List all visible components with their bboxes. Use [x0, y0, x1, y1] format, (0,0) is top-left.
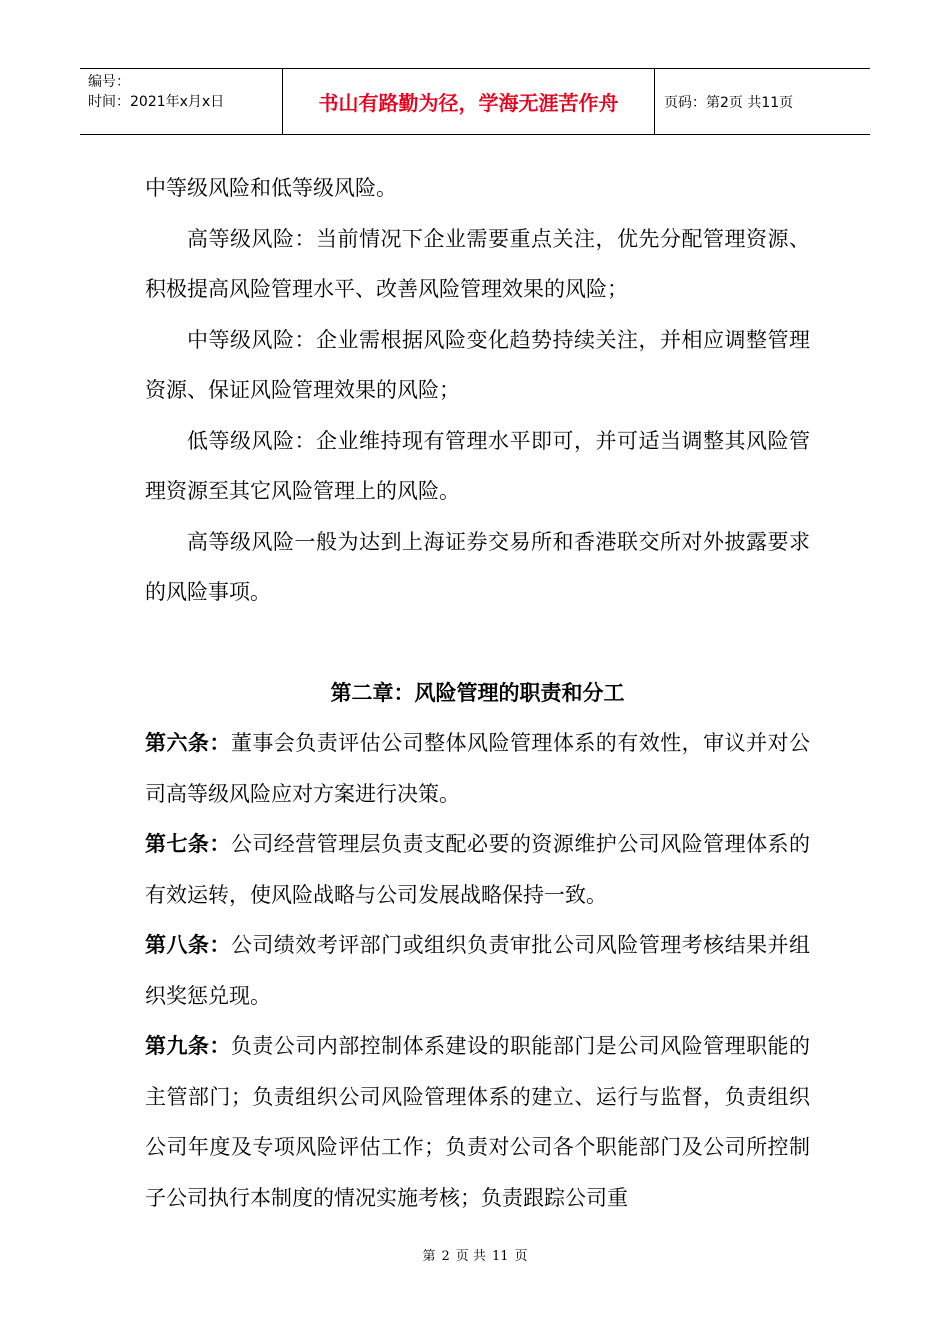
header-page-info: 页码：第2页 共11页: [664, 94, 794, 111]
footer-suffix: 页: [514, 1249, 528, 1264]
article-label: 第九条：: [145, 1034, 231, 1058]
chapter-title: 第二章：风险管理的职责和分工: [330, 680, 625, 705]
document-body: [145, 163, 810, 1223]
header-meta: [80, 69, 283, 134]
article-label: 第六条：: [145, 731, 231, 755]
page-header: [80, 68, 870, 135]
header-motto: 书山有路勤为径，学海无涯苦作舟: [283, 69, 655, 134]
paragraph: 中等级风险：企业需根据风险变化趋势持续关注，并相应调整管理资源、保证风险管理效果的风险；: [145, 327, 810, 402]
document-date: 时间：2021年x月x日: [88, 94, 225, 110]
article: [145, 718, 810, 819]
article: [145, 1021, 810, 1223]
article-text: 负责公司内部控制体系建设的职能部门是公司风险管理职能的主管部门；负责组织公司风险管理体系的建立、运行与监督，负责组织公司年度及专项风险评估工作；负责对公司各个职能部门及公司所控制子公司执行本制度的情况实施考核；负责跟踪公司重: [145, 1034, 811, 1210]
article: [145, 819, 810, 920]
article-text: 公司经营管理层负责支配必要的资源维护公司风险管理体系的有效运转，使风险战略与公司发展战略保持一致。: [145, 832, 811, 907]
footer-total-pages: 11: [491, 1249, 509, 1264]
paragraph: 中等级风险和低等级风险。: [145, 176, 397, 200]
article-text: 公司绩效考评部门或组织负责审批公司风险管理考核结果并组织奖惩兑现。: [145, 933, 811, 1008]
paragraph: 高等级风险一般为达到上海证券交易所和香港联交所对外披露要求的风险事项。: [145, 529, 810, 604]
paragraph: 高等级风险：当前情况下企业需要重点关注，优先分配管理资源、积极提高风险管理水平、改善风险管理效果的风险；: [145, 226, 810, 301]
footer-page-number: 2: [441, 1249, 450, 1264]
footer-prefix: 第: [422, 1249, 436, 1264]
footer-middle: 页 共: [455, 1249, 486, 1264]
page-footer: [0, 1245, 950, 1264]
document-number-label: 编号：: [88, 74, 130, 90]
article-label: 第八条：: [145, 933, 231, 957]
article-text: 董事会负责评估公司整体风险管理体系的有效性，审议并对公司高等级风险应对方案进行决策。: [145, 731, 811, 806]
article-label: 第七条：: [145, 832, 231, 856]
paragraph: 低等级风险：企业维持现有管理水平即可，并可适当调整其风险管理资源至其它风险管理上的风险。: [145, 428, 810, 503]
article: [145, 920, 810, 1021]
